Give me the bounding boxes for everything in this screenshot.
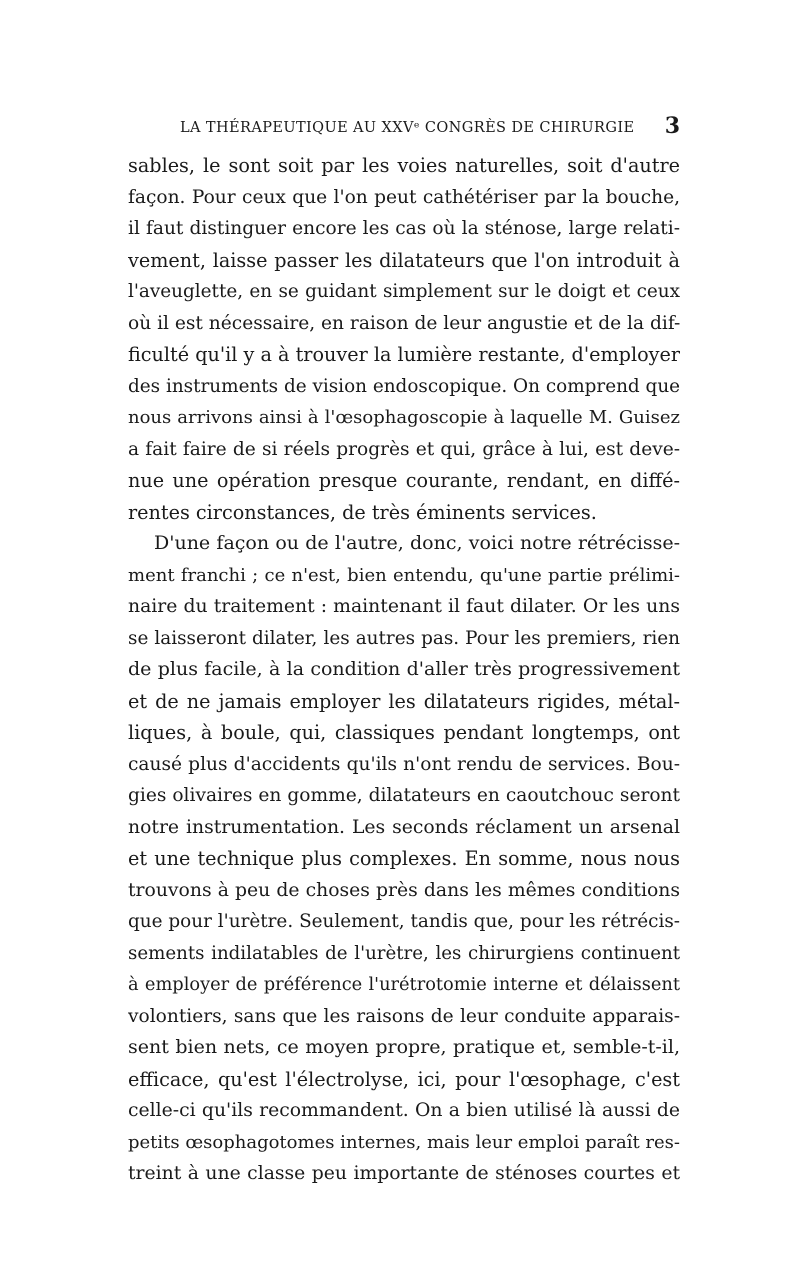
text-line: des instruments de vision endoscopique. On comprend que — [128, 375, 680, 397]
running-title: LA THÉRAPEUTIQUE AU XXVᵉ CONGRÈS DE CHIRURGIE — [180, 120, 635, 136]
text-line: et une technique plus complexes. En somme, nous nous — [128, 847, 680, 870]
text-line: nue une opération presque courante, rendant, en diffé- — [128, 469, 680, 492]
text-line: et de ne jamais employer les dilatateurs rigides, métal- — [128, 689, 680, 713]
text-line: notre instrumentation. Les seconds réclament un arsenal — [128, 816, 680, 838]
text-line: sables, le sont soit par les voies naturelles, soit d'autre — [128, 154, 680, 177]
text-line: liques, à boule, qui, classiques pendant longtemps, ont — [128, 721, 680, 744]
text-line: que pour l'urètre. Seulement, tandis que, pour les rétrécis- — [128, 911, 680, 932]
text-line: l'aveuglette, en se guidant simplement sur le doigt et ceux — [128, 281, 680, 302]
text-line: causé plus d'accidents qu'ils n'ont rendu de services. Bou- — [128, 753, 680, 775]
paragraph-end-line: rentes circonstances, de très éminents services. — [128, 500, 597, 524]
text-line: nous arrivons ainsi à l'œsophagoscopie à laquelle M. Guisez — [128, 407, 680, 428]
text-line: où il est nécessaire, en raison de leur angustie et de la dif- — [128, 312, 680, 334]
text-line: gies olivaires en gomme, dilatateurs en caoutchouc seront — [128, 785, 680, 806]
body-text — [128, 150, 680, 1190]
text-line: celle-ci qu'ils recommandent. On a bien utilisé là aussi de — [128, 1100, 680, 1121]
text-line: façon. Pour ceux que l'on peut cathétériser par la bouche, — [128, 186, 680, 208]
text-line: vement, laisse passer les dilatateurs que l'on introduit à — [128, 248, 680, 272]
text-line: se laisseront dilater, les autres pas. Pour les premiers, rien — [128, 627, 680, 649]
text-line: sements indilatables de l'urètre, les chirurgiens continuent — [128, 942, 680, 964]
text-line: à employer de préférence l'urétrotomie interne et délaissent — [128, 974, 680, 995]
text-line: il faut distinguer encore les cas où la sténose, large relati- — [128, 218, 680, 239]
text-line: de plus facile, à la condition d'aller très progressivement — [128, 658, 680, 680]
paragraph-start-line: D'une façon ou de l'autre, donc, voici notre rétrécisse- — [154, 532, 680, 554]
text-line: treint à une classe peu importante de sténoses courtes et — [128, 1163, 680, 1184]
running-head — [128, 113, 680, 140]
text-line: ficulté qu'il y a à trouver la lumière restante, d'employer — [128, 343, 680, 366]
text-line: petits œsophagotomes internes, mais leur emploi paraît res- — [128, 1131, 680, 1153]
text-line: efficace, qu'est l'électrolyse, ici, pour l'œsophage, c'est — [128, 1067, 680, 1091]
text-line: sent bien nets, ce moyen propre, pratique et, semble-t-il, — [128, 1036, 680, 1058]
page-number: 3 — [664, 113, 680, 139]
text-line: ment franchi ; ce n'est, bien entendu, qu'une partie prélimi- — [128, 564, 680, 586]
text-line: naire du traitement : maintenant il faut dilater. Or les uns — [128, 596, 680, 617]
text-line: a fait faire de si réels progrès et qui, grâce à lui, est deve- — [128, 438, 680, 460]
text-line: volontiers, sans que les raisons de leur conduite apparais- — [128, 1005, 680, 1027]
text-line: trouvons à peu de choses près dans les mêmes conditions — [128, 879, 680, 901]
